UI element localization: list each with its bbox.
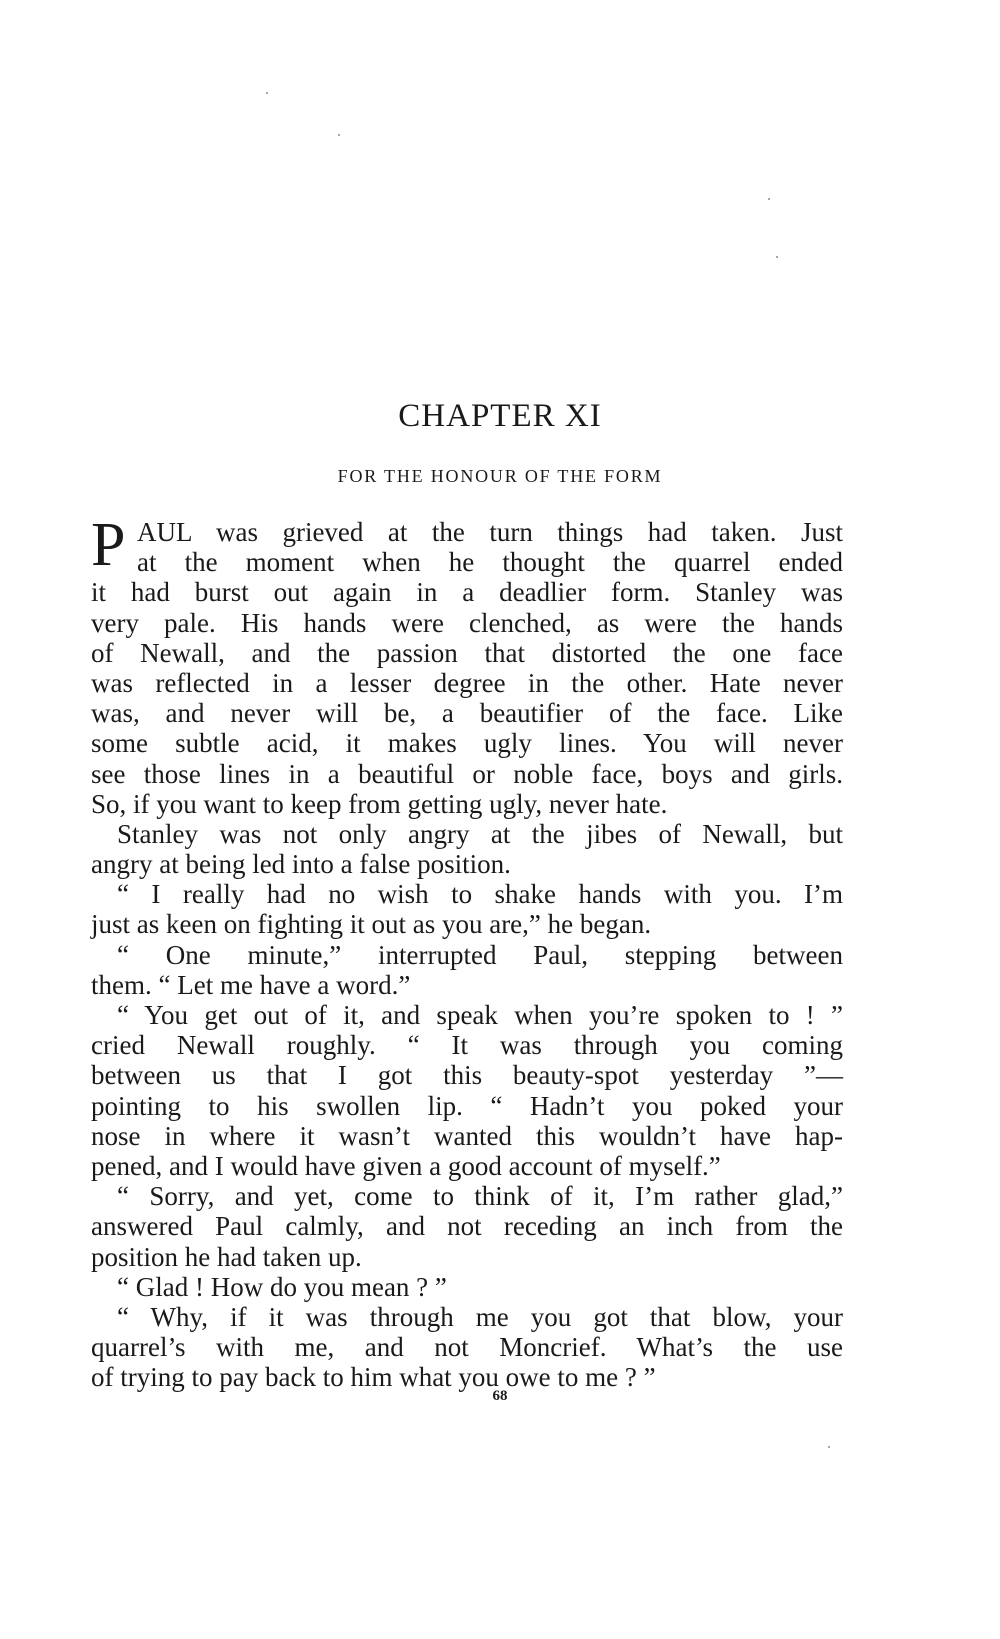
chapter-title: CHAPTER XI — [398, 398, 602, 434]
text-line: it had burst out again in a deadlier form. Stanley was — [91, 577, 843, 608]
text-line: pened, and I would have given a good account of myself.” — [91, 1150, 721, 1181]
page-number: 68 — [492, 1388, 508, 1404]
text-line: “ You get out of it, and speak when you’re spoken to ! ” — [117, 1000, 843, 1030]
text-line: “ Sorry, and yet, come to think of it, I’m rather glad,” — [117, 1181, 843, 1212]
text-line: pointing to his swollen lip. “ Hadn’t you poked your — [91, 1090, 843, 1121]
text-line: answered Paul calmly, and not receding an inch from the — [91, 1211, 843, 1242]
paper-speck — [266, 92, 268, 94]
text-line: “ One minute,” interrupted Paul, stepping between — [117, 939, 843, 970]
text-line: see those lines in a beautiful or noble face, boys and girls. — [91, 758, 843, 789]
chapter-subtitle: FOR THE HONOUR OF THE FORM — [337, 466, 663, 486]
text-line: “ Why, if it was through me you got that blow, your — [117, 1301, 843, 1332]
text-line: cried Newall roughly. “ It was through you coming — [91, 1030, 843, 1061]
text-line: nose in where it wasn’t wanted this wouldn’t have hap- — [91, 1120, 843, 1151]
paper-speck — [768, 198, 770, 200]
text-line: was reflected in a lesser degree in the other. Hate never — [91, 667, 843, 698]
drop-cap-letter: P — [91, 511, 126, 579]
text-line: was, and never will be, a beautifier of the face. Like — [91, 698, 843, 729]
text-line: at the moment when he thought the quarrel ended — [137, 547, 843, 578]
text-line: So, if you want to keep from getting ugly, never hate. — [91, 788, 668, 819]
text-line: position he had taken up. — [91, 1241, 362, 1272]
text-line: between us that I got this beauty-spot yesterday ”— — [91, 1060, 843, 1091]
text-line: them. “ Let me have a word.” — [91, 969, 411, 1000]
paper-speck — [338, 134, 340, 136]
text-line: angry at being led into a false position. — [91, 849, 511, 880]
text-line: some subtle acid, it makes ugly lines. You will never — [91, 728, 843, 759]
text-line: “ Glad ! How do you mean ? ” — [117, 1271, 447, 1302]
text-line: very pale. His hands were clenched, as were the hands — [91, 607, 843, 638]
text-line: quarrel’s with me, and not Moncrief. What’s the use — [91, 1332, 843, 1363]
text-line: just as keen on fighting it out as you are,” he began. — [91, 909, 652, 940]
text-line: of trying to pay back to him what you owe to me ? ” — [91, 1362, 656, 1393]
body-text — [91, 517, 843, 1392]
text-line: “ I really had no wish to shake hands with you. I’m — [117, 879, 843, 910]
text-line: Stanley was not only angry at the jibes of Newall, but — [117, 818, 843, 849]
text-line: AUL was grieved at the turn things had taken. Just — [137, 517, 843, 547]
text-line: of Newall, and the passion that distorted the one face — [91, 637, 843, 668]
paper-speck — [828, 1446, 830, 1448]
paper-speck — [776, 256, 778, 258]
